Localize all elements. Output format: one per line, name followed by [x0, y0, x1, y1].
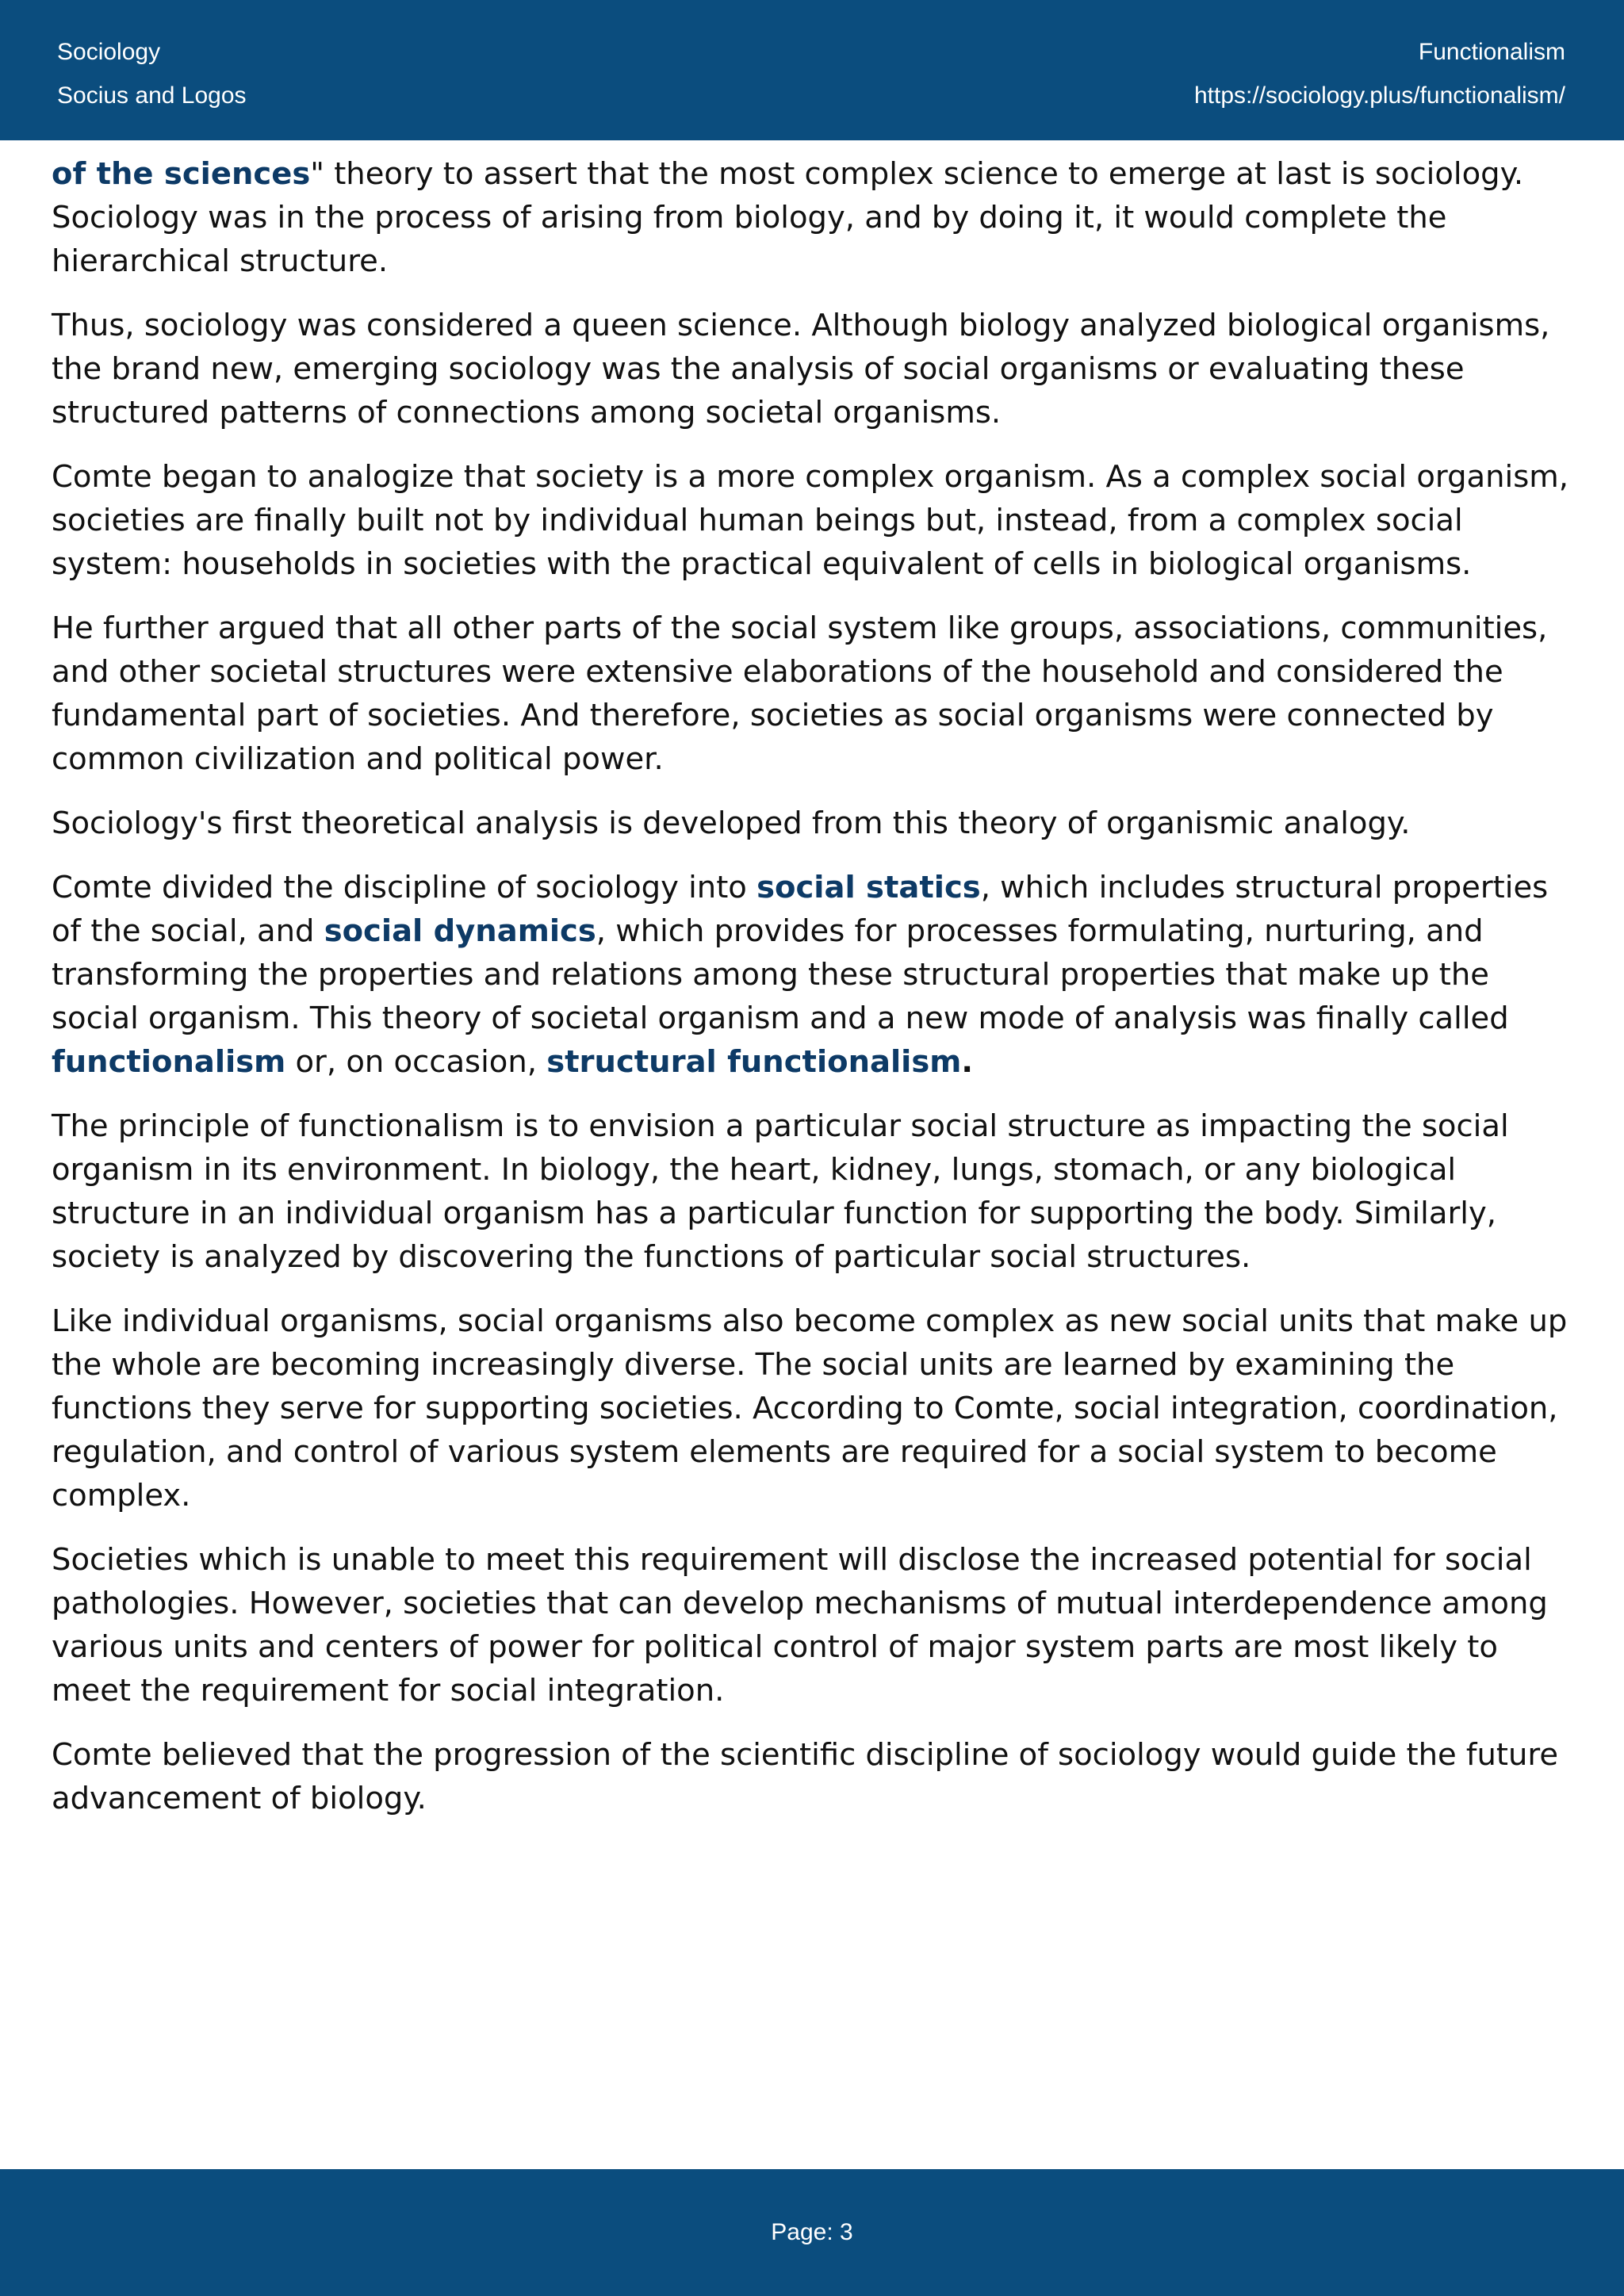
- paragraph-1: [52, 152, 1572, 283]
- keyword-social-dynamics: social dynamics: [324, 913, 596, 949]
- header-left: [57, 30, 247, 117]
- paragraph-10: Comte believed that the progression of the scientific discipline of sociology would guide the future advancement of biology.: [52, 1737, 1559, 1816]
- paragraph-6-text-4: or, on occasion,: [285, 1044, 547, 1080]
- paragraph-7: The principle of functionalism is to envision a particular social structure as impacting the social organism in its environment. In biology, the heart, kidney, lungs, stomach, or any biological structure in an individual organism has a particular function for supporting the body. Similarly, society is analyzed by discovering the functions of particular social structures.: [52, 1108, 1509, 1275]
- keyword-structural-functionalism: structural functionalism: [546, 1044, 962, 1080]
- paragraph-6-text-1: Comte divided the discipline of sociology into: [52, 870, 757, 905]
- article-body: [52, 152, 1572, 1841]
- paragraph-1-text: " theory to assert that the most complex science to emerge at last is sociology. Sociology was in the process of arising from biology, and by doing it, it would complete the hierarchical structure.: [52, 156, 1524, 279]
- keyword-of-the-sciences: of the sciences: [52, 156, 311, 192]
- page-number: Page: 3: [771, 2219, 853, 2245]
- paragraph-6-text-2: , which includes structural properties of the social, and: [52, 870, 1549, 949]
- keyword-social-statics: social statics: [756, 870, 981, 905]
- paragraph-6-text-3: , which provides for processes formulating, nurturing, and transforming the properties and relations among these structural properties that make up the social organism. This theory of societal organism and a new mode of analysis was finally called: [52, 913, 1509, 1036]
- paragraph-6: [52, 866, 1572, 1084]
- header-subject: Sociology: [57, 39, 161, 65]
- page-header: [0, 0, 1624, 140]
- header-topic: Functionalism: [1418, 39, 1565, 65]
- paragraph-6-period: .: [961, 1044, 974, 1080]
- paragraph-3: Comte began to analogize that society is a more complex organism. As a complex social organism, societies are finally built not by individual human beings but, instead, from a complex social system: households in societies with the practical equivalent of cells in biological organisms.: [52, 459, 1569, 582]
- paragraph-4: He further argued that all other parts of the social system like groups, associations, communities, and other societal structures were extensive elaborations of the household and considered the fundamental part of societies. And therefore, societies as social organisms were connected by common civilization and political power.: [52, 610, 1548, 777]
- header-right: [1194, 30, 1565, 117]
- page-footer: [0, 2169, 1624, 2296]
- header-url: https://sociology.plus/functionalism/: [1193, 82, 1565, 109]
- header-publisher: Socius and Logos: [57, 82, 247, 109]
- paragraph-8: Like individual organisms, social organisms also become complex as new social units that make up the whole are becoming increasingly diverse. The social units are learned by examining the functions they serve for supporting societies. According to Comte, social integration, coordination, regulation, and control of various system elements are required for a social system to become complex.: [52, 1303, 1568, 1513]
- keyword-functionalism: functionalism: [52, 1044, 286, 1080]
- paragraph-9: Societies which is unable to meet this requirement will disclose the increased potential for social pathologies. However, societies that can develop mechanisms of mutual interdependence among various units and centers of power for political control of major system parts are most likely to meet the requirement for social integration.: [52, 1542, 1548, 1709]
- paragraph-5: Sociology's first theoretical analysis is developed from this theory of organismic analogy.: [52, 806, 1411, 841]
- paragraph-2: Thus, sociology was considered a queen science. Although biology analyzed biological organisms, the brand new, emerging sociology was the analysis of social organisms or evaluating these structured patterns of connections among societal organisms.: [52, 308, 1550, 430]
